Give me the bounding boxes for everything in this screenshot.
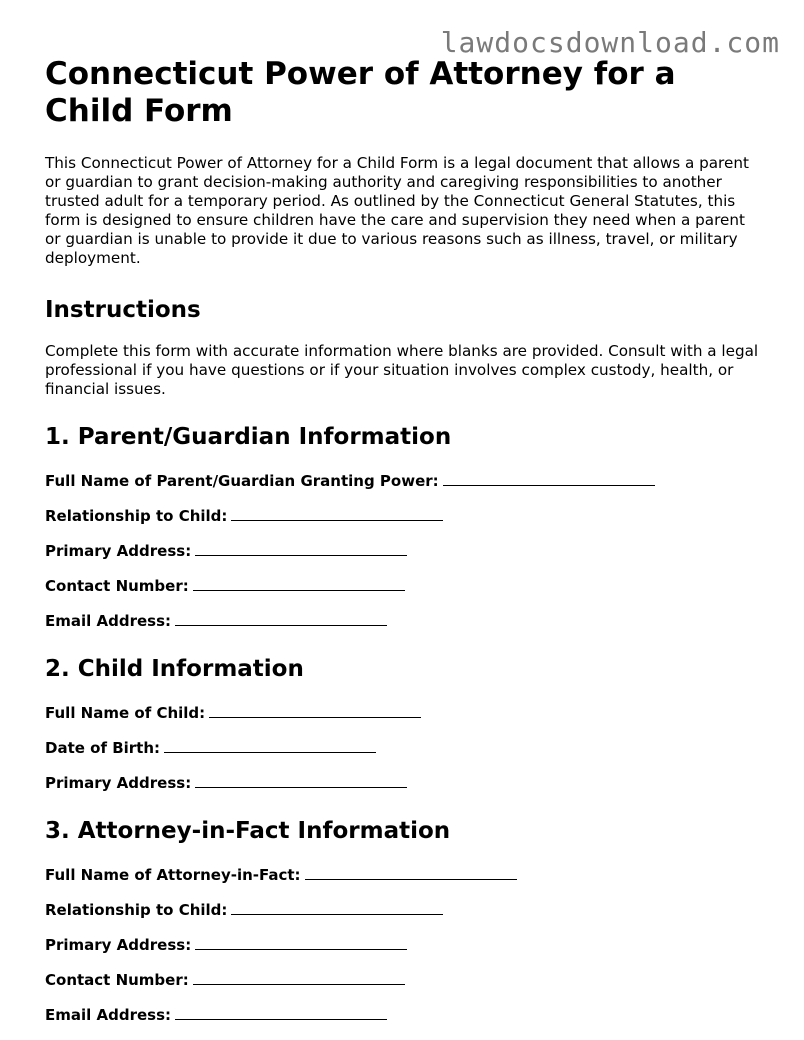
fill-in-blank[interactable] [193,576,405,591]
field-label: Primary Address: [45,774,192,792]
fill-in-blank[interactable] [175,611,387,626]
fill-in-blank[interactable] [305,865,517,880]
field-label: Full Name of Parent/Guardian Granting Power: [45,472,439,490]
field-parent-relationship [45,506,765,526]
fill-in-blank[interactable] [175,1005,387,1020]
field-attorney-email [45,1005,765,1025]
section-heading-child: 2. Child Information [45,656,304,682]
field-child-address [45,773,765,793]
field-label: Contact Number: [45,971,189,989]
field-label: Date of Birth: [45,739,161,757]
fill-in-blank[interactable] [195,541,407,556]
field-label: Relationship to Child: [45,901,228,919]
field-attorney-address [45,935,765,955]
fill-in-blank[interactable] [209,703,421,718]
field-attorney-contact [45,970,765,990]
instructions-text: Complete this form with accurate information where blanks are provided. Consult with a legal professional if you have questions or if your situation involves complex custody, health, or financial issues. [45,342,759,398]
field-label: Contact Number: [45,577,189,595]
field-child-full-name [45,703,765,723]
fill-in-blank[interactable] [195,773,407,788]
watermark: lawdocsdownload.com [440,26,780,59]
fill-in-blank[interactable] [193,970,405,985]
field-parent-contact [45,576,765,596]
field-parent-full-name [45,471,765,491]
field-label: Full Name of Attorney-in-Fact: [45,866,301,884]
fill-in-blank[interactable] [443,471,655,486]
field-label: Relationship to Child: [45,507,228,525]
field-attorney-full-name [45,865,765,885]
field-parent-email [45,611,765,631]
field-attorney-relationship [45,900,765,920]
instructions-heading: Instructions [45,297,201,323]
section-heading-attorney: 3. Attorney-in-Fact Information [45,818,451,844]
field-label: Email Address: [45,612,172,630]
document-page [45,56,765,1025]
field-label: Full Name of Child: [45,704,206,722]
intro-paragraph: This Connecticut Power of Attorney for a Child Form is a legal document that allows a parent or guardian to grant decision-making authority and caregiving responsibilities to another trusted adult for a temporary period. As outlined by the Connecticut General Statutes, this form is designed to ensure children have the care and supervision they need when a parent or guardian is unable to provide it due to various reasons such as illness, travel, or military deployment. [45,154,749,267]
field-label: Primary Address: [45,936,192,954]
fill-in-blank[interactable] [231,506,443,521]
field-parent-address [45,541,765,561]
field-label: Email Address: [45,1006,172,1024]
fill-in-blank[interactable] [195,935,407,950]
page-title: Connecticut Power of Attorney for a Child Form [45,56,676,129]
section-heading-parent: 1. Parent/Guardian Information [45,424,452,450]
fill-in-blank[interactable] [164,738,376,753]
field-child-dob [45,738,765,758]
fill-in-blank[interactable] [231,900,443,915]
field-label: Primary Address: [45,542,192,560]
